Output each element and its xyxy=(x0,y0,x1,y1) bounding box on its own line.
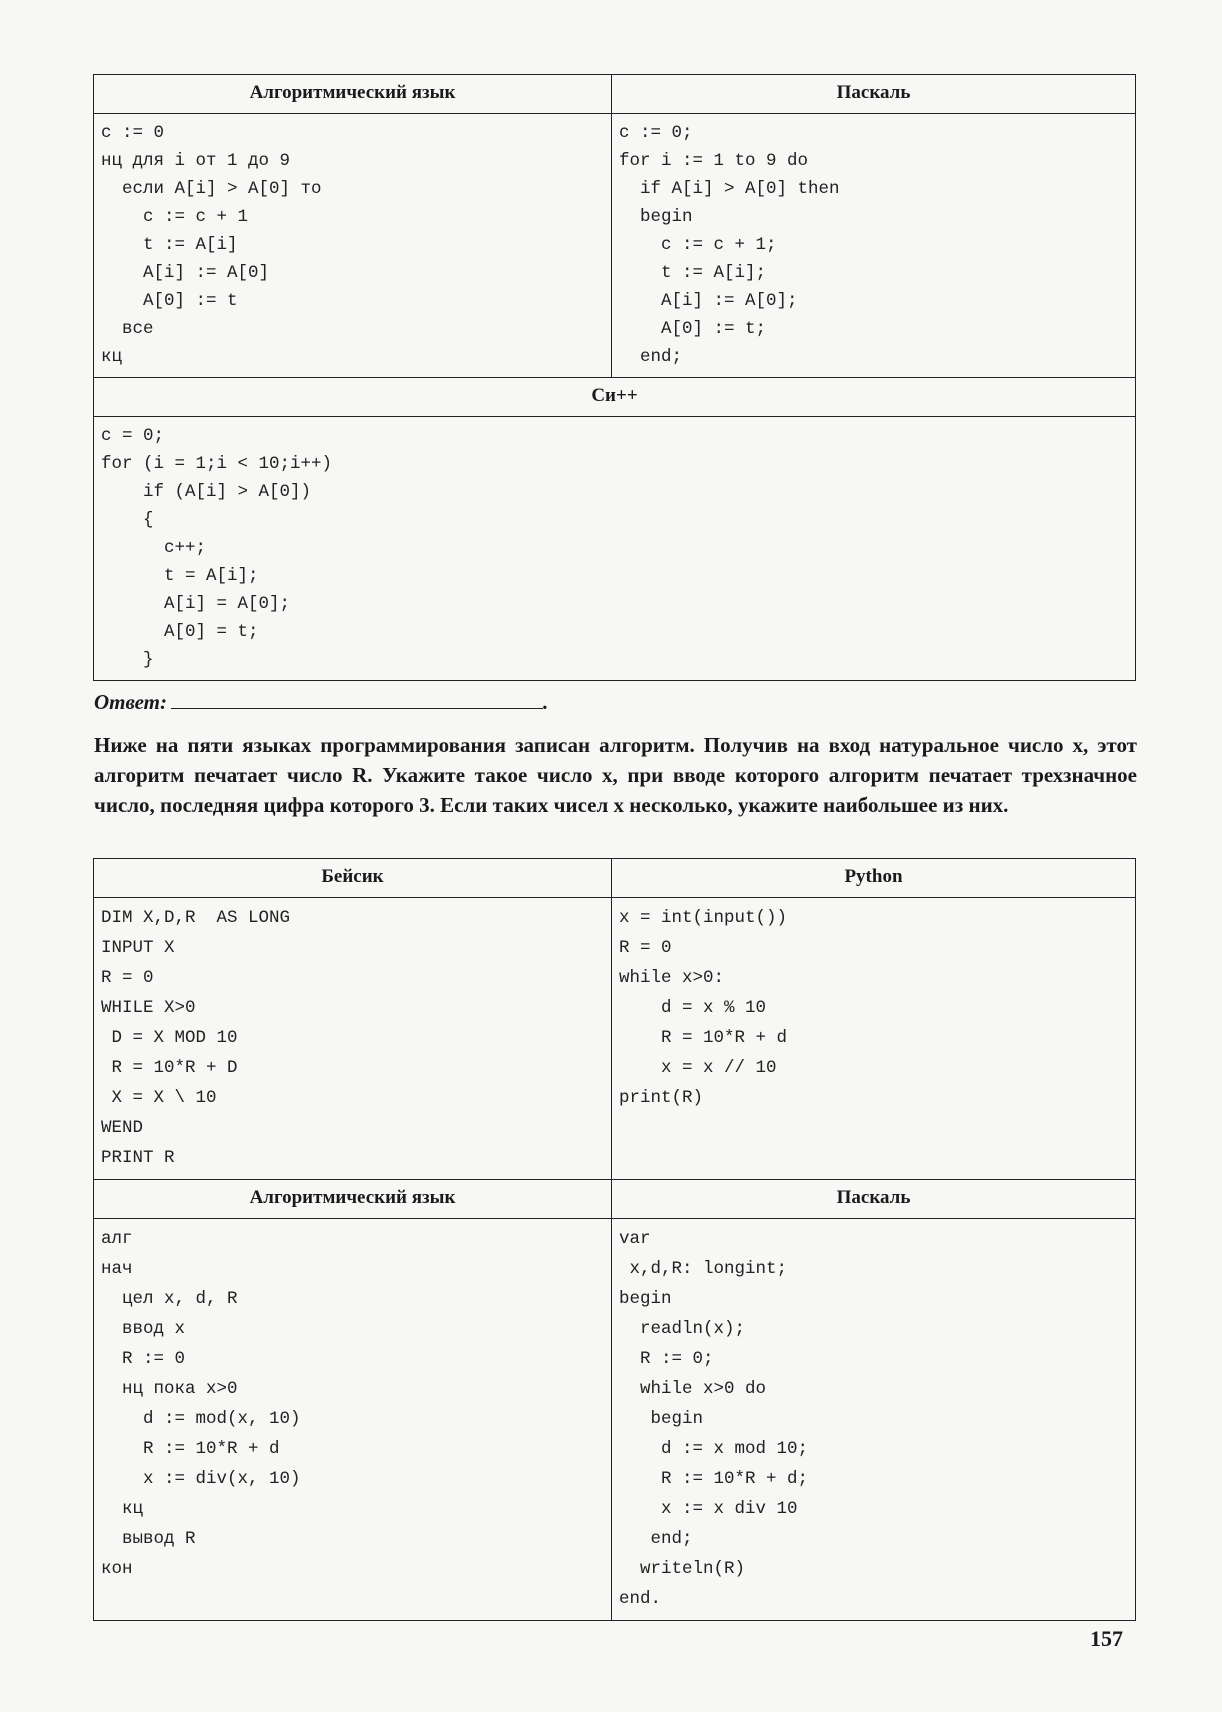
code-table-2 xyxy=(93,858,1136,1621)
code-python: x = int(input()) R = 0 while x>0: d = x % 10 R = 10*R + d x = x // 10 print(R) xyxy=(619,908,788,1108)
answer-line xyxy=(94,690,548,715)
code-algorithmic: c := 0 нц для i от 1 до 9 если A[i] > A[0] то c := c + 1 t := A[i] A[i] := A[0] A[0] := t все кц xyxy=(101,123,322,367)
page-number: 157 xyxy=(1090,1626,1123,1651)
code-cpp: c = 0; for (i = 1;i < 10;i++) if (A[i] > A[0]) { c++; t = A[i]; A[i] = A[0]; A[0] = t; } xyxy=(101,426,333,670)
algorithmic-cell xyxy=(94,114,612,377)
header-pascal: Паскаль xyxy=(836,82,911,103)
table2-header-row-2 xyxy=(94,1180,1135,1219)
code-basic: DIM X,D,R AS LONG INPUT X R = 0 WHILE X>0 D = X MOD 10 R = 10*R + D X = X \ 10 WEND PRINT R xyxy=(101,908,291,1168)
header-algorithmic-language: Алгоритмический язык xyxy=(94,75,612,113)
code-algorithmic-2: алг нач цел x, d, R ввод x R := 0 нц пока x>0 d := mod(x, 10) R := 10*R + d x := div(x, 10) кц вывод R кон xyxy=(101,1229,301,1579)
header-basic: Бейсик xyxy=(94,859,612,897)
pascal-cell-2 xyxy=(612,1219,1135,1620)
task-paragraph: Ниже на пяти языках программирования записан алгоритм. Получив на вход натуральное число x, этот алгоритм печатает число R. Укажите такое число x, при вводе которого алгоритм печатает трехзначное число, последняя цифра которого 3. Если таких чисел x несколько, укажите наибольшее из них. xyxy=(94,733,1137,817)
header-pascal-2: Паскаль xyxy=(836,1187,911,1208)
python-cell xyxy=(612,898,1135,1179)
code-pascal-2: var x,d,R: longint; begin readln(x); R := 0; while x>0 do begin d := x mod 10; R := 10*R + d; x := x div 10 end; writeln(R) end. xyxy=(619,1229,809,1609)
code-table-1 xyxy=(93,74,1136,681)
code-pascal: c := 0; for i := 1 to 9 do if A[i] > A[0] then begin c := c + 1; t := A[i]; A[i] := A[0]; A[0] := t; end; xyxy=(619,123,840,367)
table2-header-row-1 xyxy=(94,859,1135,898)
algorithmic-cell-2 xyxy=(94,1219,612,1620)
header-cpp: Си++ xyxy=(591,385,638,406)
table1-code-row xyxy=(94,114,1135,378)
table1-cpp-code-row xyxy=(94,417,1135,680)
table2-code-row-1 xyxy=(94,898,1135,1180)
answer-label: Ответ: xyxy=(94,690,167,714)
pascal-cell xyxy=(612,114,1135,377)
answer-dot: . xyxy=(543,690,549,714)
table2-code-row-2 xyxy=(94,1219,1135,1620)
header-algorithmic-language-2: Алгоритмический язык xyxy=(94,1180,612,1218)
header-python: Python xyxy=(844,866,903,887)
cpp-cell xyxy=(94,417,1135,680)
basic-cell xyxy=(94,898,612,1179)
table1-cpp-header-row xyxy=(94,378,1135,417)
answer-blank[interactable] xyxy=(171,690,543,709)
table1-header-row xyxy=(94,75,1135,114)
